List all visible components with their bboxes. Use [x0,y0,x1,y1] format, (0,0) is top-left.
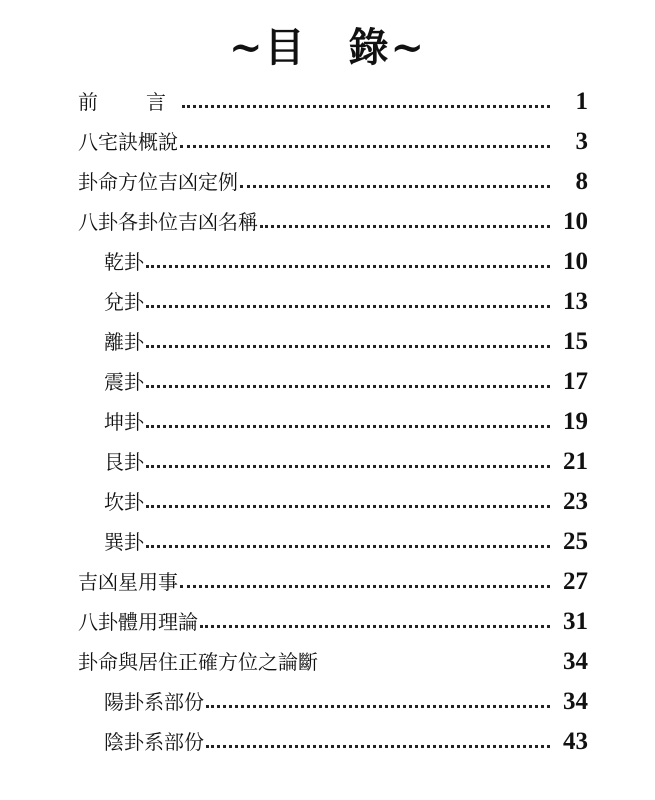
toc-entry-label: 前 言 [78,90,180,114]
toc-entry-label: 坎卦 [104,490,144,514]
toc-entry-label: 離卦 [104,330,144,354]
toc-entry-page-number: 8 [575,168,588,195]
toc-entry-page-number: 17 [563,368,588,395]
toc-entry-page-number: 10 [563,248,588,275]
toc-entry-label: 八卦體用理論 [78,610,198,634]
toc-entry-label: 坤卦 [104,410,144,434]
dot-leader [146,504,550,508]
page-title: ~目 錄~ [228,24,427,71]
toc-entry [78,402,588,442]
toc-entry-label: 震卦 [104,370,144,394]
dot-leader [206,744,550,748]
toc-entry-page-number: 34 [563,648,588,675]
toc-entry-page-number: 15 [563,328,588,355]
dot-leader [180,144,550,148]
dot-leader [200,624,550,628]
toc-entry [78,322,588,362]
toc-entry-label: 乾卦 [104,250,144,274]
toc-entry-page-number: 31 [563,608,588,635]
toc-entry-label: 八宅訣概說 [78,130,178,154]
toc-entry-label: 陽卦系部份 [104,690,204,714]
toc-entry-page-number: 34 [563,688,588,715]
dot-leader [146,264,550,268]
toc-entry [78,682,588,722]
dot-leader [146,464,550,468]
dot-leader [146,384,550,388]
toc-entry [78,202,588,242]
toc-entry-label: 巽卦 [104,530,144,554]
toc-entry [78,362,588,402]
toc-entry-label: 兌卦 [104,290,144,314]
toc-entry [78,122,588,162]
toc-entry-page-number: 13 [563,288,588,315]
toc-entry [78,722,588,762]
toc-entry-label: 陰卦系部份 [104,730,204,754]
toc-entry-label: 吉凶星用事 [78,570,178,594]
toc-entry-page-number: 27 [563,568,588,595]
toc-entry-page-number: 25 [563,528,588,555]
dot-leader [320,666,550,667]
toc-entry-label: 卦命方位吉凶定例 [78,170,238,194]
toc-entry-label: 卦命與居住正確方位之論斷 [78,650,318,674]
dot-leader [146,544,550,548]
toc-entry-page-number: 1 [575,88,588,115]
toc-entry-page-number: 19 [563,408,588,435]
toc-entry [78,562,588,602]
dot-leader [146,304,550,308]
dot-leader [206,704,550,708]
dot-leader [182,104,550,108]
toc-entry-page-number: 43 [563,728,588,755]
dot-leader [260,224,550,228]
toc-entry [78,482,588,522]
toc-entry-label: 八卦各卦位吉凶名稱 [78,210,258,234]
toc-entry [78,162,588,202]
toc-entry-label: 艮卦 [104,450,144,474]
toc-entry [78,522,588,562]
toc-entry [78,242,588,282]
toc-entry-page-number: 23 [563,488,588,515]
toc-entry-page-number: 3 [575,128,588,155]
dot-leader [240,184,550,188]
toc-entry [78,442,588,482]
toc-entry [78,82,588,122]
dot-leader [146,424,550,428]
toc-entry [78,282,588,322]
toc-entry [78,602,588,642]
table-of-contents [78,82,588,762]
dot-leader [180,584,550,588]
dot-leader [146,344,550,348]
toc-entry-page-number: 10 [563,208,588,235]
toc-entry-page-number: 21 [563,448,588,475]
toc-entry [78,642,588,682]
